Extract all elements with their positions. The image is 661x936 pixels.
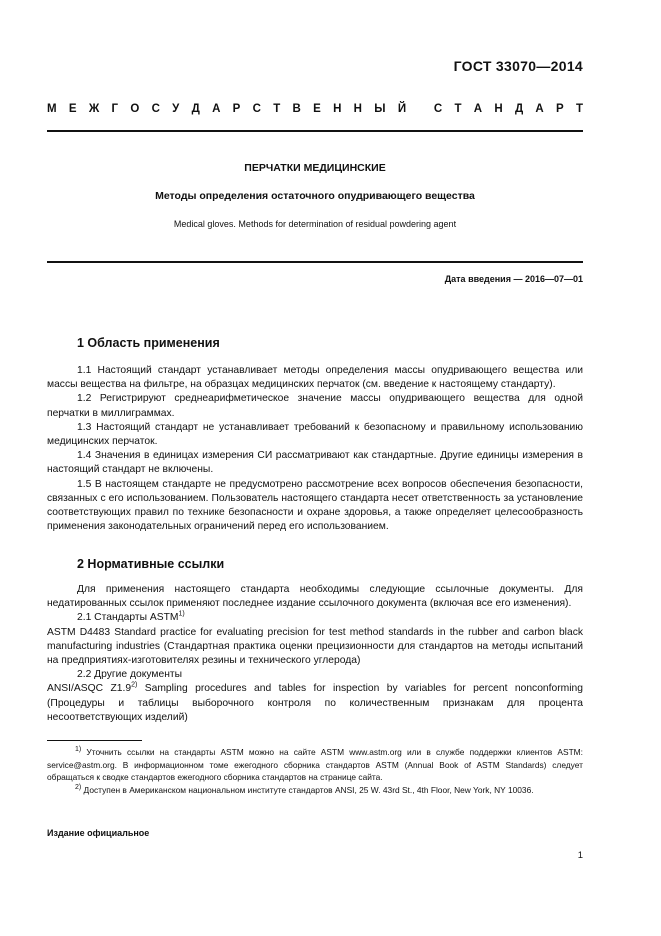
banner-letter: С (252, 103, 261, 115)
banner-letter: Г (111, 103, 119, 115)
top-divider (47, 130, 583, 132)
section-2-body (47, 583, 583, 725)
banner-letter: В (292, 103, 301, 115)
banner-letter: Р (556, 103, 564, 115)
footnote-2-text: Доступен в Американском национальном институте стандартов ANSI, 25 W. 43rd St., 4th Floor, New York, NY 10036. (81, 784, 534, 795)
footnote-ref-2: 2) (131, 682, 138, 689)
footnote-1 (47, 746, 583, 784)
banner-letter: Н (494, 103, 503, 115)
ansi-reference-code: ANSI/ASQC Z1.9 (47, 683, 132, 695)
astm-d4483-reference: ASTM D4483 Standard practice for evaluating precision for test method standards in the rubber and carbon black manufacturing industries (Стандартная практика оценки прецизионности для стандартов на методы испытаний на предприятиях-изготовителях резины и технического углерода) (47, 626, 583, 667)
section-1-body (47, 364, 583, 534)
footnote-1-text: Уточнить ссылки на стандарты ASTM можно на сайте ASTM www.astm.org или в службе поддержки клиентов ASTM: service@astm.org. В информационном томе ежегодного сборника стандартов ASTM (Annual Book of ASTM Standards) следует обращаться к сводке стандартов ежегодного сборника стандартов на странице сайта. (47, 747, 583, 782)
official-edition-label: Издание официальное (47, 828, 150, 838)
banner-letter: М (47, 103, 57, 115)
banner-letter: А (473, 103, 483, 115)
footnote-2 (47, 784, 583, 797)
banner-letter: Т (454, 103, 462, 115)
banner-letter (418, 103, 421, 115)
document-title: ПЕРЧАТКИ МЕДИЦИНСКИЕ (244, 162, 386, 174)
footnote-divider (47, 740, 142, 741)
banner-letter: Р (232, 103, 241, 115)
banner-letter: Н (333, 103, 342, 115)
clause-1-5: 1.5 В настоящем стандарте не предусмотрено рассмотрение всех вопросов обеспечения безопасности, связанных с его использованием. Пользователь настоящего стандарта несет ответственность за установление соответствующих правил по технике безопасности и охране здоровья, а также определяет целесообразность применения законодательных ограничений перед его использованием. (47, 478, 583, 533)
section-1-heading: 1 Область применения (77, 336, 220, 350)
banner-letter: Д (191, 103, 200, 115)
section-2-heading: 2 Нормативные ссылки (77, 557, 225, 571)
introduction-date: Дата введения — 2016—07—01 (444, 274, 583, 284)
page-number: 1 (577, 850, 583, 861)
banner-letter: Ы (374, 103, 386, 115)
footnote-1-mark: 1) (75, 746, 82, 754)
banner-letter: Е (313, 103, 321, 115)
clause-1-4: 1.4 Значения в единицах измерения СИ рассматривают как стандартные. Другие единицы измерения в настоящий стандарт не включены. (47, 450, 583, 476)
banner-letter: О (130, 103, 140, 115)
title-divider (47, 261, 583, 263)
gost-number: ГОСТ 33070—2014 (453, 58, 583, 74)
banner-letter: Т (273, 103, 281, 115)
clause-2-2: 2.2 Другие документы (77, 669, 183, 681)
clause-1-1: 1.1 Настоящий стандарт устанавливает методы определения массы опудривающего вещества или массы вещества на фильтре, на образцах медицинских перчаток (см. введение к настоящему стандарту). (47, 365, 583, 391)
banner-letter: А (212, 103, 221, 115)
banner-letter: С (151, 103, 160, 115)
banner-letter: Ж (88, 103, 100, 115)
banner-letter: С (433, 103, 443, 115)
banner-letter: А (535, 103, 544, 115)
clause-2-1-text: 2.1 Стандарты ASTM (77, 612, 179, 624)
banner-letter: Й (397, 103, 407, 115)
footnote-2-mark: 2) (75, 783, 82, 791)
english-title: Medical gloves. Methods for determination of residual powdering agent (173, 219, 457, 229)
section-2-intro: Для применения настоящего стандарта необходимы следующие ссылочные документы. Для недатированных ссылок применяют последнее издание ссылочного документа (включая все его изменения). (47, 584, 583, 610)
interstate-standard-banner (47, 103, 583, 115)
footnotes (47, 746, 583, 796)
ansi-reference (47, 682, 583, 725)
banner-letter: Е (68, 103, 77, 115)
clause-1-3: 1.3 Настоящий стандарт не устанавливает требований к безопасному и правильному использованию медицинских перчаток. (47, 421, 583, 448)
document-subtitle: Методы определения остаточного опудривающего вещества (155, 190, 475, 202)
ansi-reference-title: Sampling procedures and tables for inspection by variables for percent nonconforming (Процедуры и таблицы выборочного контроля по количественным признакам для процента несоответствующих изделий) (47, 683, 583, 723)
banner-letter: У (172, 103, 180, 115)
clause-1-2: 1.2 Регистрируют среднеарифметическое значение массы опудривающего вещества для одной перчатки в миллиграммах. (47, 393, 583, 419)
footnote-ref-1: 1) (178, 610, 185, 618)
banner-letter: Т (575, 103, 583, 115)
banner-letter: Н (353, 103, 362, 115)
banner-letter: Д (514, 103, 524, 115)
clause-2-1 (47, 611, 583, 625)
